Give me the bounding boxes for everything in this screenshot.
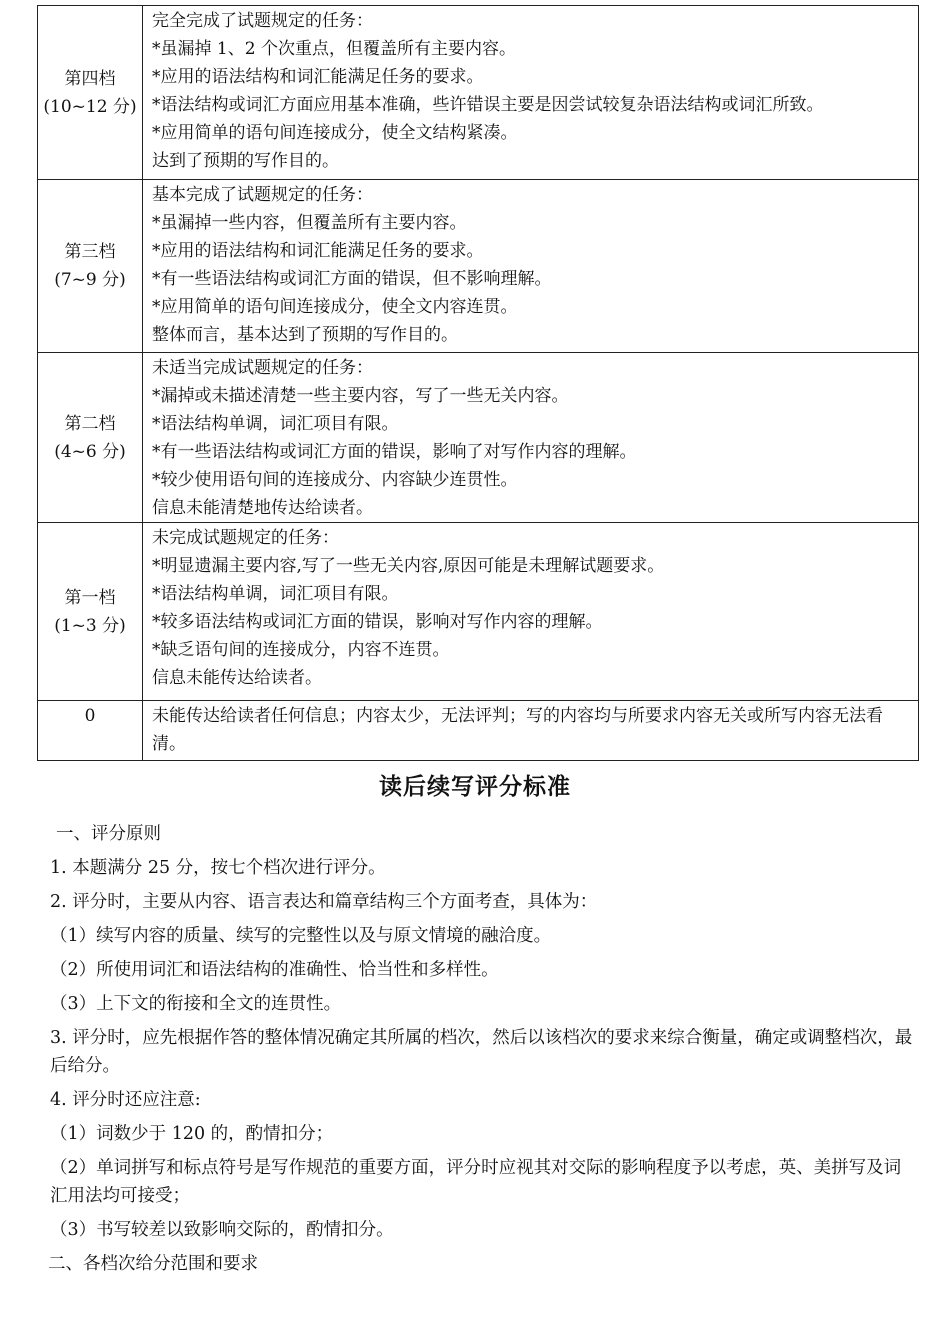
rules-paragraph: 3. 评分时，应先根据作答的整体情况确定其所属的档次，然后以该档次的要求来综合衡量，确定或调整档次，最后给分。 (50, 1028, 913, 1076)
criteria-line: 达到了预期的写作目的。 (152, 151, 339, 171)
rules-heading: 一、评分原则 (56, 824, 161, 844)
level-range: (10~12 分) (43, 96, 137, 117)
criteria-line: *较少使用语句间的连接成分、内容缺少连贯性。 (152, 470, 518, 490)
rules-paragraph: （3）上下文的衔接和全文的连贯性。 (50, 994, 342, 1014)
level-name: 第一档 (64, 587, 116, 608)
level-range: (4~6 分) (54, 441, 126, 462)
level-cell (38, 523, 143, 701)
criteria-line: *有一些语法结构或词汇方面的错误，影响了对写作内容的理解。 (152, 442, 637, 462)
rules-paragraph: （1）词数少于 120 的，酌情扣分； (50, 1124, 334, 1144)
criteria-line: 基本完成了试题规定的任务： (152, 185, 373, 205)
criteria-line: 未适当完成试题规定的任务： (152, 358, 373, 378)
criteria-line: *虽漏掉 1、2 个次重点，但覆盖所有主要内容。 (152, 39, 516, 59)
table-row-level-1 (38, 523, 919, 701)
criteria-line: 整体而言，基本达到了预期的写作目的。 (152, 325, 458, 345)
rules-heading: 二、各档次给分范围和要求 (48, 1254, 258, 1274)
grading-table (37, 5, 919, 761)
rules-paragraph: （1）续写内容的质量、续写的完整性以及与原文情境的融洽度。 (50, 926, 552, 946)
criteria-line: *漏掉或未描述清楚一些主要内容，写了一些无关内容。 (152, 386, 569, 406)
criteria-cell (143, 180, 919, 353)
level-range: (7~9 分) (54, 270, 126, 290)
criteria-line: 信息未能清楚地传达给读者。 (152, 498, 373, 518)
level-range: (1~3 分) (54, 615, 126, 636)
section-title: 读后续写评分标准 (379, 773, 571, 800)
level-cell (38, 701, 143, 761)
level-name: 0 (84, 706, 96, 726)
rules-paragraph: （3）书写较差以致影响交际的，酌情扣分。 (50, 1220, 394, 1240)
table-row-level-0 (38, 701, 919, 761)
rules-paragraph: （2）所使用词汇和语法结构的准确性、恰当性和多样性。 (50, 960, 499, 980)
criteria-cell (143, 6, 919, 180)
level-cell (38, 180, 143, 353)
criteria-line: 完全完成了试题规定的任务： (152, 11, 373, 31)
rules-paragraph: 1. 本题满分 25 分，按七个档次进行评分。 (50, 858, 386, 878)
criteria-line: *较多语法结构或词汇方面的错误，影响对写作内容的理解。 (152, 612, 603, 632)
level-cell (38, 6, 143, 180)
criteria-cell (143, 353, 919, 523)
criteria-line: *缺乏语句间的连接成分，内容不连贯。 (152, 640, 450, 660)
level-cell (38, 353, 143, 523)
rules-paragraph: 4. 评分时还应注意: (50, 1090, 201, 1110)
table-row-level-3 (38, 180, 919, 353)
rules-paragraph: （2）单词拼写和标点符号是写作规范的重要方面，评分时应视其对交际的影响程度予以考虑，英、美拼写及词汇用法均可接受； (50, 1158, 902, 1206)
level-name: 第四档 (64, 68, 116, 89)
criteria-line: *应用简单的语句间连接成分，使全文内容连贯。 (152, 297, 518, 317)
level-name: 第三档 (64, 242, 116, 262)
criteria-line: 信息未能传达给读者。 (152, 668, 322, 688)
criteria-cell (143, 523, 919, 701)
table-row-level-4 (38, 6, 919, 180)
criteria-line: *应用的语法结构和词汇能满足任务的要求。 (152, 67, 484, 87)
rules-paragraph: 2. 评分时，主要从内容、语言表达和篇章结构三个方面考查，具体为： (50, 892, 598, 912)
criteria-line: *语法结构单调，词汇项目有限。 (152, 584, 399, 604)
criteria-line: 未能传达给读者任何信息；内容太少，无法评判；写的内容均与所要求内容无关或所写内容无法看清。 (152, 706, 883, 754)
table-row-level-2 (38, 353, 919, 523)
criteria-line: *有一些语法结构或词汇方面的错误，但不影响理解。 (152, 269, 552, 289)
criteria-cell (143, 701, 919, 761)
criteria-line: *语法结构单调，词汇项目有限。 (152, 414, 399, 434)
criteria-line: *语法结构或词汇方面应用基本准确，些许错误主要是因尝试较复杂语法结构或词汇所致。 (152, 95, 824, 115)
criteria-line: *应用的语法结构和词汇能满足任务的要求。 (152, 241, 484, 261)
scoring-rules (50, 820, 915, 1284)
level-name: 第二档 (64, 413, 116, 434)
criteria-line: 未完成试题规定的任务： (152, 528, 339, 548)
criteria-line: *明显遗漏主要内容,写了一些无关内容,原因可能是未理解试题要求。 (152, 556, 665, 576)
criteria-line: *应用简单的语句间连接成分，使全文结构紧凑。 (152, 123, 518, 143)
criteria-line: *虽漏掉一些内容，但覆盖所有主要内容。 (152, 213, 467, 233)
